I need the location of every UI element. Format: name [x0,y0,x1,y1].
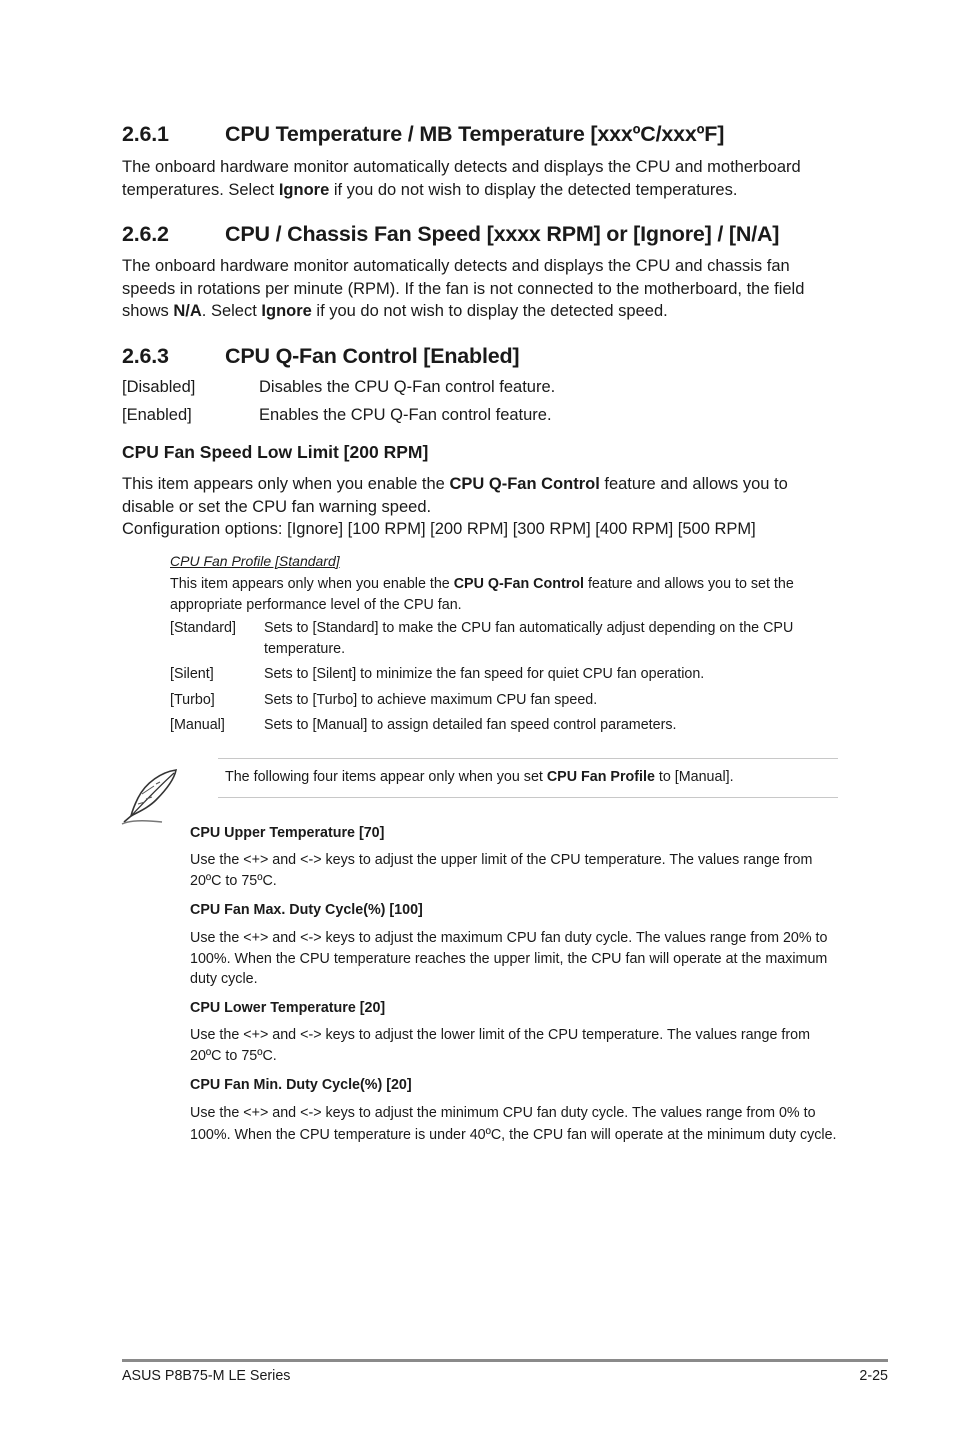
item-body-upper-temp: Use the <+> and <-> keys to adjust the upper limit of the CPU temperature. The values range from 20ºC to 75ºC. [190,852,813,889]
section-number: 2.6.1 [122,122,169,146]
text: to [Manual]. [654,769,734,785]
text: feature and allows you to disable or set the CPU fan warning speed. [122,475,788,516]
text: feature and allows you to set the appropriate performance level of the CPU fan. [170,576,794,613]
section-number: 2.6.2 [122,222,169,246]
section-number: 2.6.3 [122,344,169,368]
option-key: [Turbo] [170,692,215,708]
section-heading-2-6-3 [122,344,519,369]
text: if you do not wish to display the detected speed. [311,302,668,320]
footer-rule [122,1359,888,1362]
section-title: CPU Temperature / MB Temperature [xxxºC/xxxºF] [225,122,725,146]
profile-option-turbo [170,690,842,711]
footer-page-number: 2-25 [859,1368,888,1384]
option-desc: Sets to [Turbo] to achieve maximum CPU fan speed. [264,692,598,708]
item-heading-max-duty: CPU Fan Max. Duty Cycle(%) [100] [190,902,423,918]
text: . Select [201,302,262,320]
option-key: [Silent] [170,666,214,682]
option-row-enabled [122,406,552,425]
profile-option-standard [170,618,842,659]
bold-text: CPU Q-Fan Control [453,576,584,592]
text: The onboard hardware monitor automatically detects and displays the CPU and chassis fan speeds in rotations per minute (RPM). If the fan is not connected to the motherboard, the field shows [122,257,805,320]
text: if you do not wish to display the detected temperatures. [329,180,738,199]
item-body-lower-temp: Use the <+> and <-> keys to adjust the lower limit of the CPU temperature. The values range from 20ºC to 75ºC. [190,1027,810,1064]
bold-text: CPU Fan Profile [546,769,655,785]
section-heading-2-6-2 [122,222,779,247]
text: The following four items appear only when you set [225,769,547,785]
text: This item appears only when you enable the [170,576,454,592]
option-desc: Disables the CPU Q-Fan control feature. [259,378,556,396]
item-body-min-duty: Use the <+> and <-> keys to adjust the minimum CPU fan duty cycle. The values range from 0% to 100%. When the CPU temperature is under 40ºC, the CPU fan will operate at the minimum duty cycle. [190,1105,837,1143]
option-key: [Enabled] [122,406,192,424]
item-heading-lower-temp: CPU Lower Temperature [20] [190,1000,386,1016]
item-heading-upper-temp: CPU Upper Temperature [70] [190,825,385,841]
note-top-rule [218,758,838,759]
note-bottom-rule [218,797,838,798]
section-2-6-2-body [122,255,842,323]
text: The onboard hardware monitor automatically detects and displays the CPU and motherboard temperatures. Select [122,158,801,199]
option-key: [Manual] [170,717,225,733]
bold-text: CPU Q-Fan Control [449,475,600,493]
item-heading-min-duty: CPU Fan Min. Duty Cycle(%) [20] [190,1077,412,1093]
bold-text: N/A [173,302,202,320]
option-desc: Sets to [Silent] to minimize the fan speed for quiet CPU fan operation. [264,666,705,682]
text: This item appears only when you enable the [122,475,450,493]
low-limit-heading: CPU Fan Speed Low Limit [200 RPM] [122,442,429,462]
section-2-6-1-body [122,156,842,201]
section-title: CPU / Chassis Fan Speed [xxxx RPM] or [Ignore] / [N/A] [225,222,780,246]
low-limit-body [122,473,842,541]
option-desc: Enables the CPU Q-Fan control feature. [259,406,552,424]
option-desc: Sets to [Manual] to assign detailed fan speed control parameters. [264,717,677,733]
footer-product-name: ASUS P8B75-M LE Series [122,1368,291,1384]
bold-text: Ignore [261,302,312,320]
option-desc: Sets to [Standard] to make the CPU fan automatically adjust depending on the CPU temperature. [264,620,794,657]
feather-pen-icon [118,764,184,828]
bold-text: Ignore [278,180,330,199]
item-body-max-duty: Use the <+> and <-> keys to adjust the maximum CPU fan duty cycle. The values range from 20% to 100%. When the CPU temperature reaches the upper limit, the CPU fan will operate at the maximum duty cycle. [190,930,828,987]
fan-profile-body [170,574,842,615]
note-text [225,769,734,785]
profile-option-manual [170,715,842,736]
config-options: Configuration options: [Ignore] [100 RPM] [200 RPM] [300 RPM] [400 RPM] [500 RPM] [122,520,756,538]
profile-option-silent [170,664,842,685]
section-title: CPU Q-Fan Control [Enabled] [225,344,520,368]
option-key: [Disabled] [122,378,196,396]
option-key: [Standard] [170,620,236,636]
option-row-disabled [122,378,555,397]
section-heading-2-6-1 [122,122,724,147]
fan-profile-heading: CPU Fan Profile [Standard] [170,553,340,569]
